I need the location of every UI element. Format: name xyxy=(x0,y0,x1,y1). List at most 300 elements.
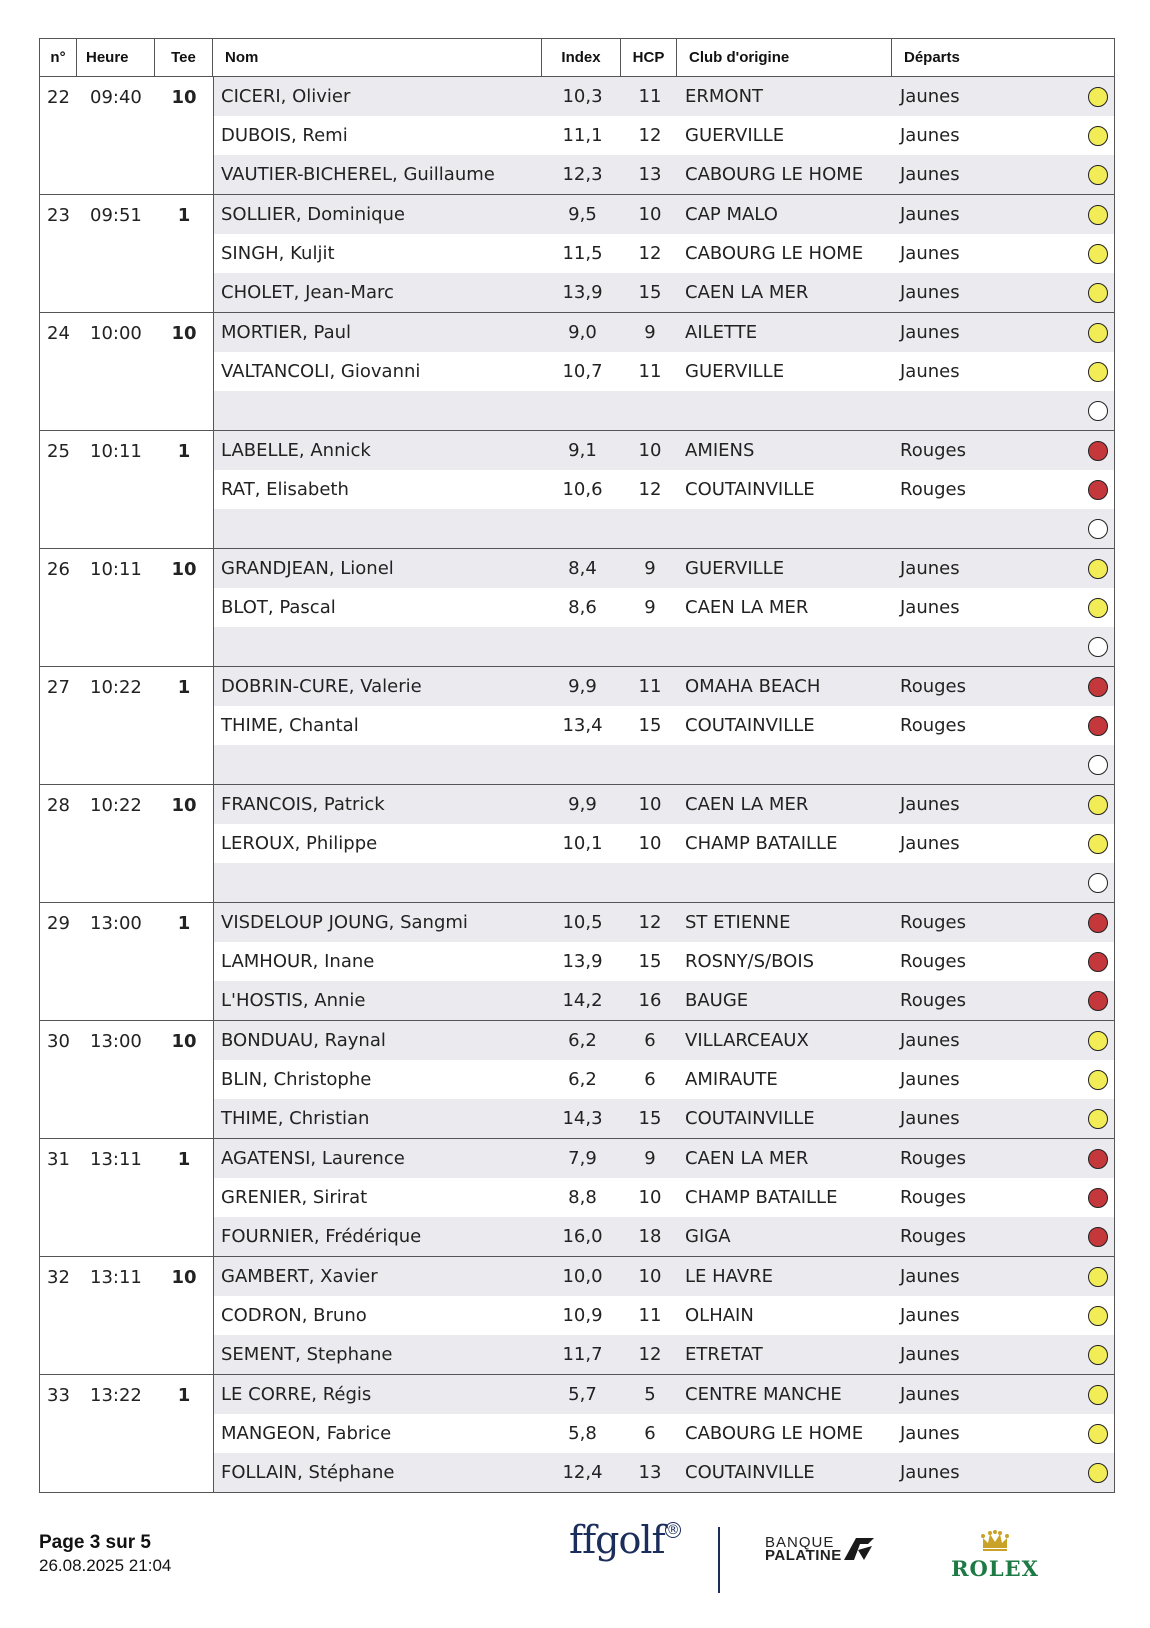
tee-color-dot-icon xyxy=(1088,1345,1108,1365)
player-hcp: 12 xyxy=(638,243,662,264)
player-index: 7,9 xyxy=(568,1148,597,1169)
tee-color-cell xyxy=(1081,1463,1114,1483)
player-name: FRANCOIS, Patrick xyxy=(221,794,385,815)
tee-color-dot-icon xyxy=(1088,1109,1108,1129)
player-row xyxy=(214,785,1114,824)
player-club: AMIRAUTE xyxy=(685,1069,778,1090)
player-hcp: 10 xyxy=(638,1187,662,1208)
flight-tee: 10 xyxy=(171,323,197,344)
player-hcp: 5 xyxy=(644,1384,656,1405)
tee-color-cell xyxy=(1081,834,1114,854)
player-row xyxy=(214,470,1114,509)
player-row xyxy=(214,745,1114,784)
tee-color-dot-icon xyxy=(1088,834,1108,854)
flight-time: 10:11 xyxy=(90,559,142,580)
player-name: SEMENT, Stephane xyxy=(221,1344,393,1365)
tee-color-dot-icon xyxy=(1088,1463,1108,1483)
flight-group xyxy=(40,1139,1114,1257)
tee-color-dot-icon xyxy=(1088,716,1108,736)
registered-icon: ® xyxy=(666,1522,679,1538)
player-row xyxy=(214,824,1114,863)
player-row xyxy=(214,273,1114,312)
player-name: DOBRIN-CURE, Valerie xyxy=(221,676,422,697)
player-index: 8,6 xyxy=(568,597,597,618)
tee-color-cell xyxy=(1081,1385,1114,1405)
player-club: COUTAINVILLE xyxy=(685,479,815,500)
player-club: CAEN LA MER xyxy=(685,282,809,303)
player-name: BONDUAU, Raynal xyxy=(221,1030,386,1051)
player-row xyxy=(214,509,1114,548)
tee-color-cell xyxy=(1081,559,1114,579)
flight-time: 10:11 xyxy=(90,441,142,462)
player-depart: Rouges xyxy=(900,912,966,933)
flight-tee: 10 xyxy=(171,1267,197,1288)
tee-color-dot-icon xyxy=(1088,1267,1108,1287)
player-depart: Rouges xyxy=(900,1148,966,1169)
tee-color-dot-icon xyxy=(1088,323,1108,343)
player-index: 9,1 xyxy=(568,440,597,461)
tee-color-cell xyxy=(1081,716,1114,736)
header-club: Club d'origine xyxy=(677,39,892,76)
tee-color-dot-icon xyxy=(1088,1031,1108,1051)
player-club: GUERVILLE xyxy=(685,361,785,382)
player-hcp: 16 xyxy=(638,990,662,1011)
tee-color-dot-icon xyxy=(1088,480,1108,500)
tee-color-cell xyxy=(1081,1070,1114,1090)
tee-color-dot-icon xyxy=(1088,283,1108,303)
player-index: 8,4 xyxy=(568,558,597,579)
print-timestamp: 26.08.2025 21:04 xyxy=(39,1556,172,1575)
banque-text: BANQUE xyxy=(765,1534,835,1551)
player-name: MORTIER, Paul xyxy=(221,322,352,343)
player-club: GUERVILLE xyxy=(685,558,785,579)
player-hcp: 11 xyxy=(638,86,662,107)
flight-number: 29 xyxy=(47,913,70,934)
flight-time: 13:11 xyxy=(90,1149,142,1170)
palatine-text: PALATINE xyxy=(765,1547,842,1564)
tee-color-cell xyxy=(1081,755,1114,775)
player-club: GIGA xyxy=(685,1226,731,1247)
tee-color-dot-icon xyxy=(1088,165,1108,185)
player-name: SOLLIER, Dominique xyxy=(221,204,406,225)
flight-info xyxy=(40,903,214,1020)
player-name: LE CORRE, Régis xyxy=(221,1384,372,1405)
player-name: VAUTIER-BICHEREL, Guillaume xyxy=(221,164,495,185)
player-row xyxy=(214,195,1114,234)
player-row xyxy=(214,863,1114,902)
page-number: Page 3 sur 5 xyxy=(39,1532,151,1553)
tee-color-cell xyxy=(1081,519,1114,539)
player-club: ROSNY/S/BOIS xyxy=(685,951,815,972)
flight-info xyxy=(40,313,214,430)
player-index: 10,0 xyxy=(562,1266,603,1287)
tee-color-dot-icon xyxy=(1088,795,1108,815)
player-index: 11,1 xyxy=(562,125,603,146)
player-depart: Jaunes xyxy=(900,1344,960,1365)
player-depart: Jaunes xyxy=(900,558,960,579)
player-hcp: 9 xyxy=(644,1148,656,1169)
player-row xyxy=(214,155,1114,194)
player-depart: Rouges xyxy=(900,1187,966,1208)
player-club: BAUGE xyxy=(685,990,749,1011)
player-depart: Jaunes xyxy=(900,1384,960,1405)
flight-tee: 10 xyxy=(171,795,197,816)
player-row xyxy=(214,352,1114,391)
flight-tee: 1 xyxy=(177,677,191,698)
tee-color-dot-icon xyxy=(1088,559,1108,579)
player-row xyxy=(214,77,1114,116)
flight-group xyxy=(40,667,1114,785)
flight-group xyxy=(40,313,1114,431)
player-name: THIME, Chantal xyxy=(221,715,359,736)
player-name: LEROUX, Philippe xyxy=(221,833,378,854)
player-name: FOURNIER, Frédérique xyxy=(221,1226,422,1247)
tee-color-cell xyxy=(1081,1149,1114,1169)
player-club: ERMONT xyxy=(685,86,764,107)
player-row xyxy=(214,981,1114,1020)
player-club: GUERVILLE xyxy=(685,125,785,146)
tee-color-cell xyxy=(1081,598,1114,618)
player-index: 10,7 xyxy=(562,361,603,382)
tee-color-cell xyxy=(1081,677,1114,697)
player-club: CHAMP BATAILLE xyxy=(685,833,838,854)
tee-color-cell xyxy=(1081,401,1114,421)
flight-tee: 1 xyxy=(177,1385,191,1406)
player-row xyxy=(214,549,1114,588)
player-depart: Jaunes xyxy=(900,1266,960,1287)
player-club: CABOURG LE HOME xyxy=(685,243,864,264)
player-hcp: 15 xyxy=(638,282,662,303)
player-club: CAEN LA MER xyxy=(685,794,809,815)
player-depart: Rouges xyxy=(900,990,966,1011)
player-club: CENTRE MANCHE xyxy=(685,1384,842,1405)
flight-number: 27 xyxy=(47,677,70,698)
tee-color-cell xyxy=(1081,913,1114,933)
tee-color-cell xyxy=(1081,991,1114,1011)
ffgolf-logo xyxy=(569,1518,679,1562)
flight-info xyxy=(40,195,214,312)
flight-group xyxy=(40,1375,1114,1492)
player-hcp: 9 xyxy=(644,322,656,343)
flight-number: 24 xyxy=(47,323,70,344)
player-name: GRANDJEAN, Lionel xyxy=(221,558,394,579)
player-depart: Jaunes xyxy=(900,1069,960,1090)
flight-info xyxy=(40,77,214,194)
tee-color-cell xyxy=(1081,1109,1114,1129)
player-depart: Jaunes xyxy=(900,1423,960,1444)
player-index: 13,9 xyxy=(562,951,603,972)
tee-color-dot-icon xyxy=(1088,677,1108,697)
player-name: VISDELOUP JOUNG, Sangmi xyxy=(221,912,468,933)
player-row xyxy=(214,588,1114,627)
flight-group xyxy=(40,1021,1114,1139)
flight-time: 09:40 xyxy=(90,87,142,108)
player-row xyxy=(214,1453,1114,1492)
flight-time: 10:00 xyxy=(90,323,142,344)
player-depart: Rouges xyxy=(900,440,966,461)
player-hcp: 12 xyxy=(638,479,662,500)
tee-color-dot-icon xyxy=(1088,244,1108,264)
player-row xyxy=(214,1060,1114,1099)
tee-color-dot-icon xyxy=(1088,1424,1108,1444)
player-depart: Jaunes xyxy=(900,164,960,185)
flight-info xyxy=(40,1257,214,1374)
flight-time: 13:22 xyxy=(90,1385,142,1406)
player-hcp: 13 xyxy=(638,164,662,185)
tee-color-dot-icon xyxy=(1088,1227,1108,1247)
groups-container xyxy=(40,77,1114,1492)
flight-number: 31 xyxy=(47,1149,70,1170)
player-index: 5,7 xyxy=(568,1384,597,1405)
tee-color-cell xyxy=(1081,637,1114,657)
player-depart: Jaunes xyxy=(900,1108,960,1129)
tee-color-dot-icon xyxy=(1088,637,1108,657)
flight-number: 32 xyxy=(47,1267,70,1288)
player-name: BLIN, Christophe xyxy=(221,1069,372,1090)
flight-group xyxy=(40,785,1114,903)
player-hcp: 11 xyxy=(638,361,662,382)
logo-divider xyxy=(718,1527,720,1593)
player-depart: Jaunes xyxy=(900,322,960,343)
player-hcp: 6 xyxy=(644,1423,656,1444)
player-hcp: 18 xyxy=(638,1226,662,1247)
player-club: CHAMP BATAILLE xyxy=(685,1187,838,1208)
flight-info xyxy=(40,1375,214,1492)
player-depart: Jaunes xyxy=(900,282,960,303)
flight-tee: 1 xyxy=(177,441,191,462)
player-name: VALTANCOLI, Giovanni xyxy=(221,361,421,382)
tee-color-dot-icon xyxy=(1088,401,1108,421)
tee-color-dot-icon xyxy=(1088,1149,1108,1169)
player-depart: Jaunes xyxy=(900,1462,960,1483)
player-hcp: 9 xyxy=(644,558,656,579)
player-name: CHOLET, Jean-Marc xyxy=(221,282,394,303)
player-index: 9,5 xyxy=(568,204,597,225)
player-name: RAT, Elisabeth xyxy=(221,479,349,500)
tee-color-dot-icon xyxy=(1088,598,1108,618)
table-header xyxy=(40,39,1114,77)
player-name: GRENIER, Sirirat xyxy=(221,1187,368,1208)
player-index: 6,2 xyxy=(568,1030,597,1051)
player-club: CAP MALO xyxy=(685,204,778,225)
player-depart: Jaunes xyxy=(900,243,960,264)
player-name: DUBOIS, Remi xyxy=(221,125,348,146)
player-row xyxy=(214,313,1114,352)
player-index: 12,3 xyxy=(562,164,603,185)
flight-group xyxy=(40,1257,1114,1375)
player-hcp: 10 xyxy=(638,794,662,815)
tee-color-cell xyxy=(1081,795,1114,815)
footer-info xyxy=(39,1532,171,1576)
tee-color-cell xyxy=(1081,1345,1114,1365)
player-depart: Rouges xyxy=(900,676,966,697)
player-depart: Jaunes xyxy=(900,597,960,618)
player-row xyxy=(214,1257,1114,1296)
tee-color-cell xyxy=(1081,1031,1114,1051)
player-name: BLOT, Pascal xyxy=(221,597,336,618)
player-club: ST ETIENNE xyxy=(685,912,791,933)
rolex-crown-icon xyxy=(980,1530,1010,1552)
player-row xyxy=(214,234,1114,273)
player-name: GAMBERT, Xavier xyxy=(221,1266,378,1287)
player-index: 9,0 xyxy=(568,322,597,343)
player-index: 10,5 xyxy=(562,912,603,933)
tee-color-cell xyxy=(1081,1188,1114,1208)
tee-color-cell xyxy=(1081,952,1114,972)
player-depart: Rouges xyxy=(900,479,966,500)
player-depart: Jaunes xyxy=(900,1030,960,1051)
tee-color-dot-icon xyxy=(1088,441,1108,461)
header-heure: Heure xyxy=(77,39,155,76)
player-name: AGATENSI, Laurence xyxy=(221,1148,405,1169)
tee-color-cell xyxy=(1081,1424,1114,1444)
tee-color-dot-icon xyxy=(1088,952,1108,972)
player-index: 14,3 xyxy=(562,1108,603,1129)
player-row xyxy=(214,391,1114,430)
player-index: 13,4 xyxy=(562,715,603,736)
player-row xyxy=(214,667,1114,706)
tee-color-dot-icon xyxy=(1088,755,1108,775)
player-hcp: 12 xyxy=(638,1344,662,1365)
tee-color-dot-icon xyxy=(1088,362,1108,382)
player-hcp: 6 xyxy=(644,1069,656,1090)
tee-color-cell xyxy=(1081,362,1114,382)
flight-number: 33 xyxy=(47,1385,70,1406)
player-row xyxy=(214,1335,1114,1374)
header-departs: Départs xyxy=(904,49,960,66)
flight-tee: 1 xyxy=(177,205,191,226)
player-row xyxy=(214,431,1114,470)
tee-color-cell xyxy=(1081,244,1114,264)
player-hcp: 10 xyxy=(638,1266,662,1287)
flight-tee: 10 xyxy=(171,87,197,108)
tee-color-dot-icon xyxy=(1088,1385,1108,1405)
player-hcp: 15 xyxy=(638,1108,662,1129)
player-index: 10,9 xyxy=(562,1305,603,1326)
player-hcp: 15 xyxy=(638,715,662,736)
player-name: LABELLE, Annick xyxy=(221,440,371,461)
tee-color-dot-icon xyxy=(1088,126,1108,146)
tee-color-cell xyxy=(1081,323,1114,343)
player-index: 9,9 xyxy=(568,676,597,697)
ffgolf-logo-text: ffgolf xyxy=(569,1518,665,1562)
player-depart: Rouges xyxy=(900,715,966,736)
player-index: 13,9 xyxy=(562,282,603,303)
flight-group xyxy=(40,903,1114,1021)
player-club: ETRETAT xyxy=(685,1344,763,1365)
player-index: 12,4 xyxy=(562,1462,603,1483)
player-hcp: 10 xyxy=(638,440,662,461)
player-depart: Jaunes xyxy=(900,204,960,225)
tee-color-cell xyxy=(1081,126,1114,146)
flight-info xyxy=(40,1139,214,1256)
rolex-logo xyxy=(950,1530,1040,1581)
flight-info xyxy=(40,431,214,548)
flight-number: 26 xyxy=(47,559,70,580)
tee-color-cell xyxy=(1081,873,1114,893)
player-depart: Jaunes xyxy=(900,833,960,854)
player-depart: Jaunes xyxy=(900,86,960,107)
flight-info xyxy=(40,667,214,784)
tee-color-cell xyxy=(1081,1306,1114,1326)
tee-color-dot-icon xyxy=(1088,519,1108,539)
player-row xyxy=(214,1099,1114,1138)
player-index: 10,6 xyxy=(562,479,603,500)
player-depart: Jaunes xyxy=(900,1305,960,1326)
player-row xyxy=(214,903,1114,942)
player-index: 8,8 xyxy=(568,1187,597,1208)
player-club: OMAHA BEACH xyxy=(685,676,821,697)
tee-color-cell xyxy=(1081,283,1114,303)
player-hcp: 10 xyxy=(638,833,662,854)
player-name: L'HOSTIS, Annie xyxy=(221,990,366,1011)
player-name: CICERI, Olivier xyxy=(221,86,351,107)
player-hcp: 9 xyxy=(644,597,656,618)
player-depart: Jaunes xyxy=(900,794,960,815)
tee-color-dot-icon xyxy=(1088,873,1108,893)
flight-number: 22 xyxy=(47,87,70,108)
player-name: FOLLAIN, Stéphane xyxy=(221,1462,395,1483)
player-hcp: 11 xyxy=(638,676,662,697)
player-hcp: 15 xyxy=(638,951,662,972)
flight-time: 09:51 xyxy=(90,205,142,226)
player-name: THIME, Christian xyxy=(221,1108,370,1129)
tee-color-dot-icon xyxy=(1088,991,1108,1011)
player-index: 11,5 xyxy=(562,243,603,264)
player-depart: Jaunes xyxy=(900,125,960,146)
banque-palatine-logo xyxy=(765,1536,876,1562)
tee-color-cell xyxy=(1081,1267,1114,1287)
tee-color-dot-icon xyxy=(1088,1188,1108,1208)
flight-tee: 10 xyxy=(171,1031,197,1052)
player-name: MANGEON, Fabrice xyxy=(221,1423,392,1444)
player-club: AILETTE xyxy=(685,322,758,343)
tee-color-cell xyxy=(1081,480,1114,500)
header-tee: Tee xyxy=(155,39,213,76)
player-row xyxy=(214,942,1114,981)
tee-color-cell xyxy=(1081,165,1114,185)
tee-times-table xyxy=(39,38,1115,1493)
flight-number: 23 xyxy=(47,205,70,226)
player-index: 6,2 xyxy=(568,1069,597,1090)
flight-time: 13:00 xyxy=(90,913,142,934)
player-name: LAMHOUR, Inane xyxy=(221,951,375,972)
player-row xyxy=(214,706,1114,745)
flight-info xyxy=(40,1021,214,1138)
tee-color-cell xyxy=(1081,205,1114,225)
header-n: n° xyxy=(40,39,77,76)
player-row xyxy=(214,1375,1114,1414)
player-club: CABOURG LE HOME xyxy=(685,1423,864,1444)
header-hcp: HCP xyxy=(621,39,677,76)
player-club: COUTAINVILLE xyxy=(685,715,815,736)
player-club: VILLARCEAUX xyxy=(685,1030,809,1051)
flight-group xyxy=(40,195,1114,313)
player-club: CABOURG LE HOME xyxy=(685,164,864,185)
player-club: AMIENS xyxy=(685,440,755,461)
flight-tee: 1 xyxy=(177,1149,191,1170)
rolex-text: ROLEX xyxy=(951,1556,1039,1581)
player-index: 9,9 xyxy=(568,794,597,815)
player-hcp: 13 xyxy=(638,1462,662,1483)
flight-info xyxy=(40,549,214,666)
player-index: 10,1 xyxy=(562,833,603,854)
flight-tee: 10 xyxy=(171,559,197,580)
player-row xyxy=(214,1217,1114,1256)
header-nom: Nom xyxy=(213,39,542,76)
flight-group xyxy=(40,77,1114,195)
player-row xyxy=(214,1021,1114,1060)
